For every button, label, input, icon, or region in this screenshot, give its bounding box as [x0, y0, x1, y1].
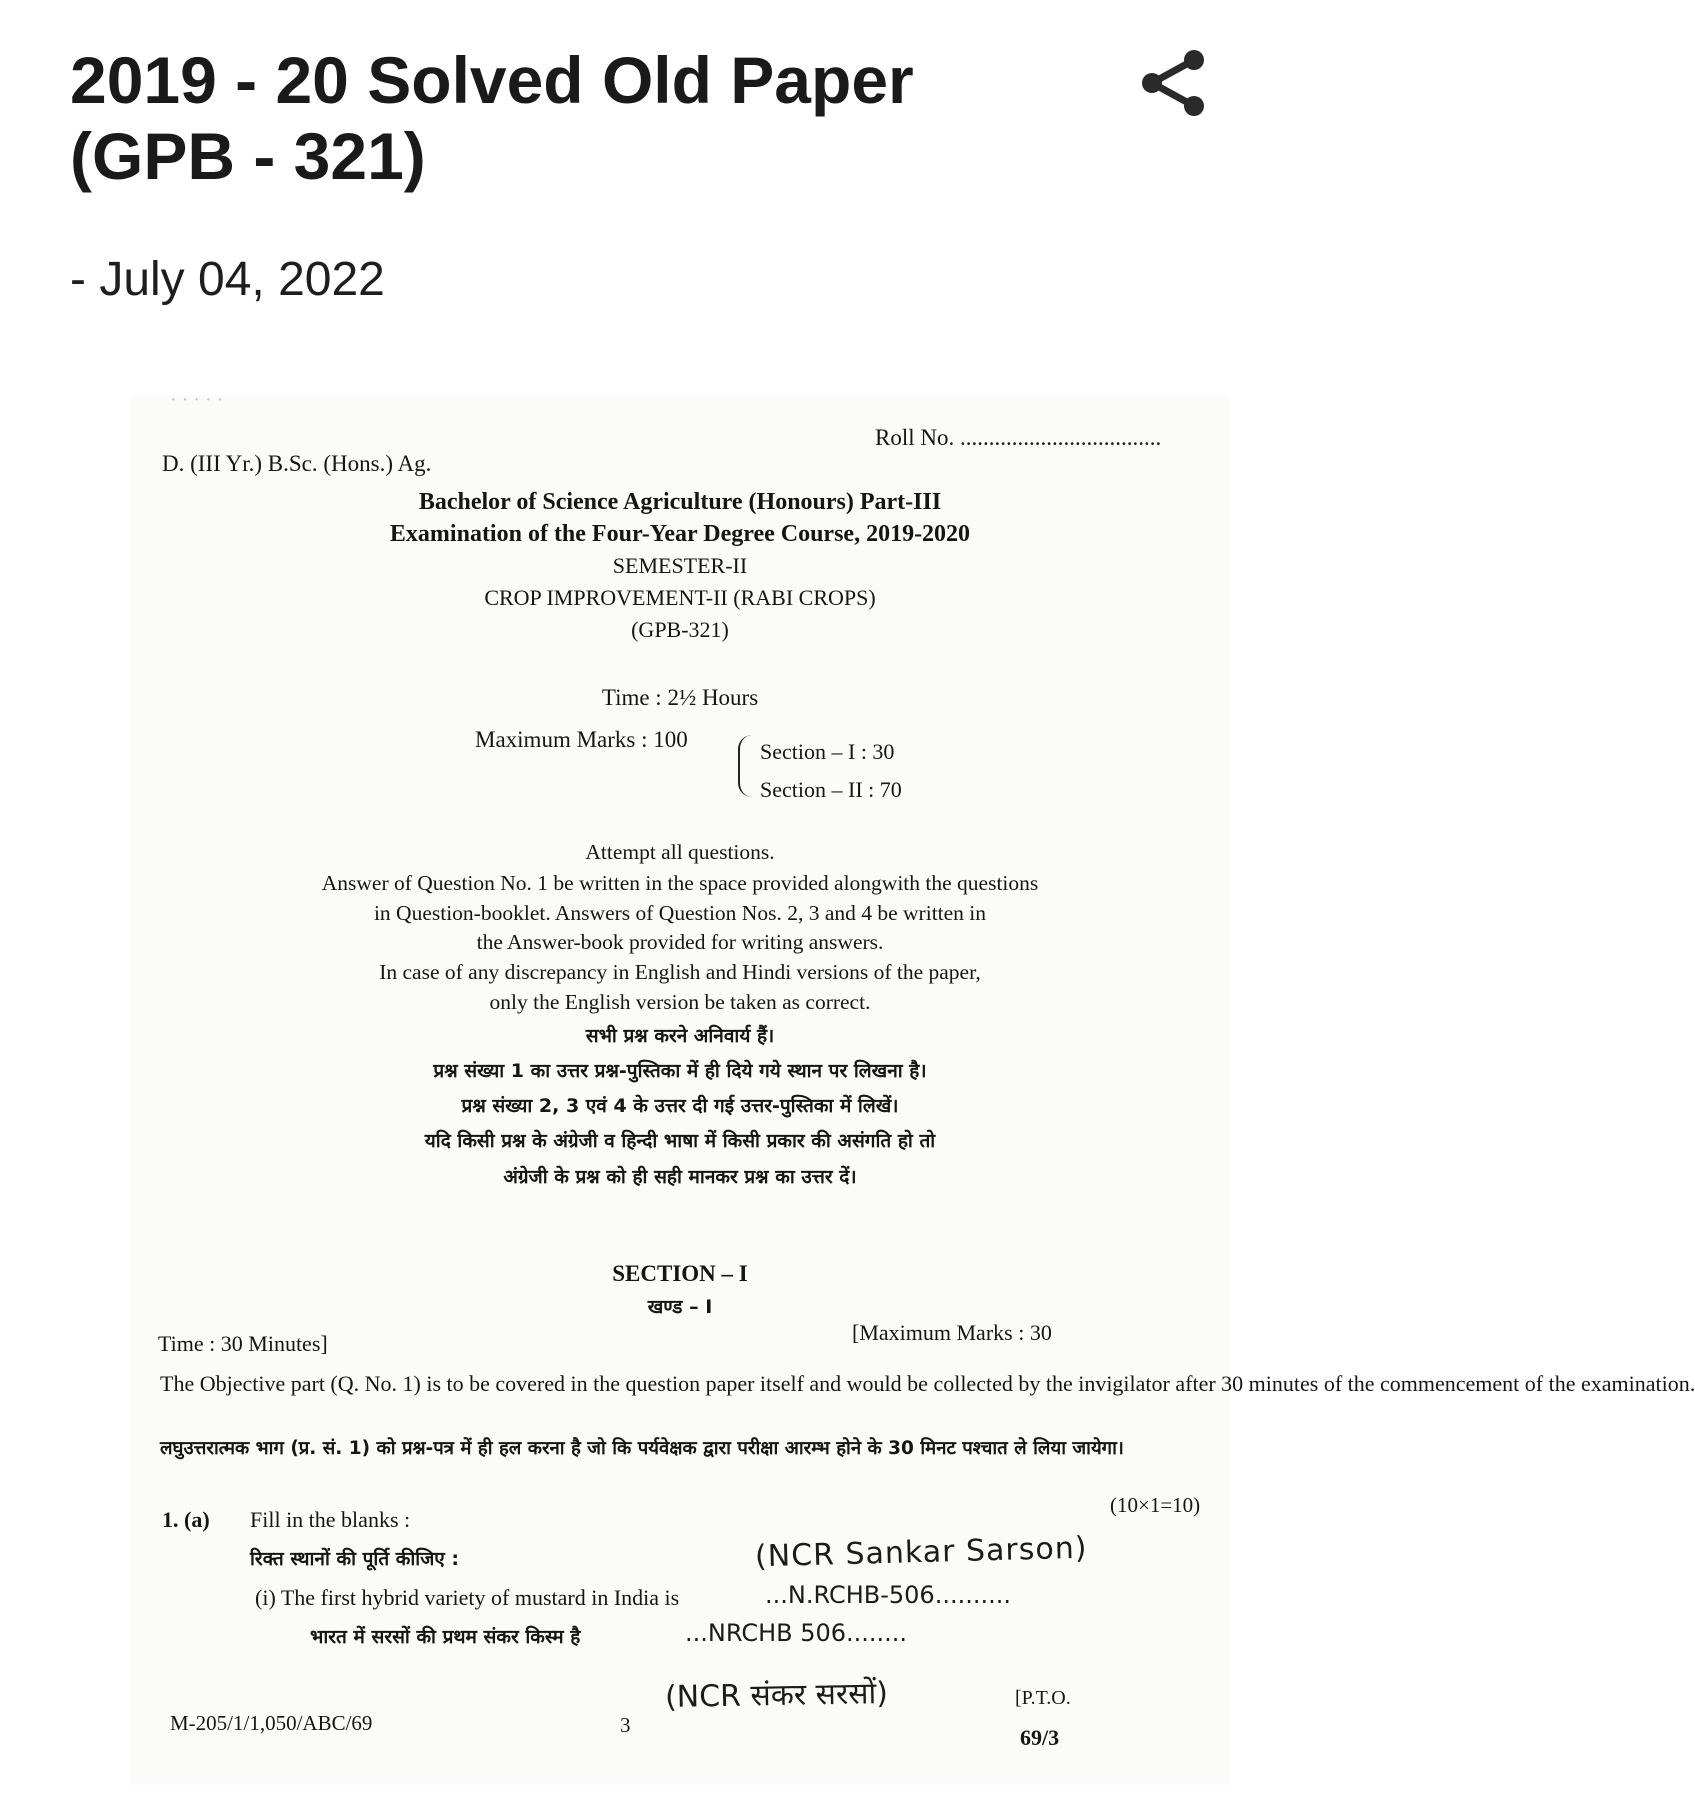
- instruction-line: in Question-booklet. Answers of Question Nos. 2, 3 and 4 be written in: [373, 901, 987, 925]
- post-header: [0, 0, 1270, 340]
- section-title-hindi: खण्ड – I: [647, 1296, 713, 1318]
- section-title: SECTION – I: [612, 1261, 748, 1286]
- sub-question: (i) The first hybrid variety of mustard in India is: [255, 1585, 680, 1610]
- question-number: 1. (a): [162, 1507, 210, 1532]
- section-time: Time : 30 Minutes]: [158, 1331, 328, 1356]
- post-title: 2019 - 20 Solved Old Paper (GPB - 321): [70, 43, 914, 193]
- share-button[interactable]: [1130, 40, 1216, 126]
- section-marks-2: Section – II : 70: [760, 777, 902, 802]
- section-max-marks: [Maximum Marks : 30: [852, 1320, 1052, 1345]
- section-marks-1: Section – I : 30: [760, 739, 895, 764]
- instruction-line-hindi: यदि किसी प्रश्न के अंग्रेजी व हिन्दी भाषा में किसी प्रकार की असंगति हो तो: [424, 1130, 936, 1152]
- post-date: - July 04, 2022: [70, 253, 385, 306]
- marks-brace: [738, 735, 756, 797]
- instruction-line-hindi: प्रश्न संख्या 1 का उत्तर प्रश्न-पुस्तिका में ही दिये गये स्थान पर लिखना है।: [433, 1060, 927, 1082]
- page-reference: 69/3: [1020, 1725, 1060, 1750]
- scan-smudge: · · · · ·: [170, 389, 224, 411]
- semester: SEMESTER-II: [612, 553, 748, 578]
- instruction-line-hindi: अंग्रेजी के प्रश्न को ही सही मानकर प्रश्न का उत्तर दें।: [503, 1166, 857, 1188]
- subject-code: (GPB-321): [631, 617, 729, 642]
- objective-instruction-hindi: लघुउत्तरात्मक भाग (प्र. सं. 1) को प्रश्न-पत्र में ही हल करना है जो कि पर्यवेक्षक द्वारा परीक्षा आरम्भ होने के 30 मिनट पश्चात ले लिया जायेगा।: [160, 1438, 1124, 1459]
- share-icon: [1130, 40, 1216, 126]
- instruction-line: Attempt all questions.: [585, 840, 775, 864]
- instruction-line-hindi: सभी प्रश्न करने अनिवार्य हैं।: [585, 1025, 775, 1047]
- question-marks: (10×1=10): [1110, 1493, 1201, 1517]
- instruction-line: the Answer-book provided for writing answers.: [476, 930, 884, 954]
- paper-heading: Bachelor of Science Agriculture (Honours) Part-III: [418, 489, 942, 515]
- handwritten-answer-hindi: ...NRCHB 506........: [685, 1619, 908, 1647]
- objective-instruction: The Objective part (Q. No. 1) is to be covered in the question paper itself and would be collected by the invigilator after 30 minutes of the commencement of the examination.: [160, 1371, 1695, 1396]
- page-number: 3: [620, 1713, 631, 1737]
- sub-question-hindi: भारत में सरसों की प्रथम संकर किस्म है: [310, 1626, 581, 1648]
- roll-no-label: Roll No. ...................................: [875, 425, 1162, 450]
- instruction-line: Answer of Question No. 1 be written in the space provided alongwith the questions: [321, 871, 1039, 895]
- course-code: D. (III Yr.) B.Sc. (Hons.) Ag.: [162, 451, 432, 476]
- instruction-line: In case of any discrepancy in English and Hindi versions of the paper,: [379, 960, 981, 984]
- subject: CROP IMPROVEMENT-II (RABI CROPS): [484, 585, 876, 610]
- question-text-hindi: रिक्त स्थानों की पूर्ति कीजिए :: [250, 1548, 460, 1570]
- instruction-line-hindi: प्रश्न संख्या 2, 3 एवं 4 के उत्तर दी गई उत्तर-पुस्तिका में लिखें।: [461, 1095, 899, 1117]
- footer-code: M-205/1/1,050/ABC/69: [170, 1711, 373, 1735]
- handwritten-answer: ...N.RCHB-506..........: [765, 1581, 1011, 1609]
- exam-paper-scan: [130, 389, 1695, 1785]
- handwritten-note-hindi: (NCR संकर सरसों): [664, 1676, 889, 1715]
- exam-time: Time : 2½ Hours: [601, 685, 759, 710]
- instruction-line: only the English version be taken as correct.: [489, 990, 871, 1014]
- paper-subheading: Examination of the Four-Year Degree Course, 2019-2020: [389, 521, 971, 547]
- pto-label: [P.T.O.: [1015, 1687, 1071, 1709]
- max-marks: Maximum Marks : 100: [475, 727, 688, 752]
- handwritten-note: (NCR Sankar Sarson): [754, 1530, 1088, 1575]
- question-text: Fill in the blanks :: [250, 1507, 411, 1532]
